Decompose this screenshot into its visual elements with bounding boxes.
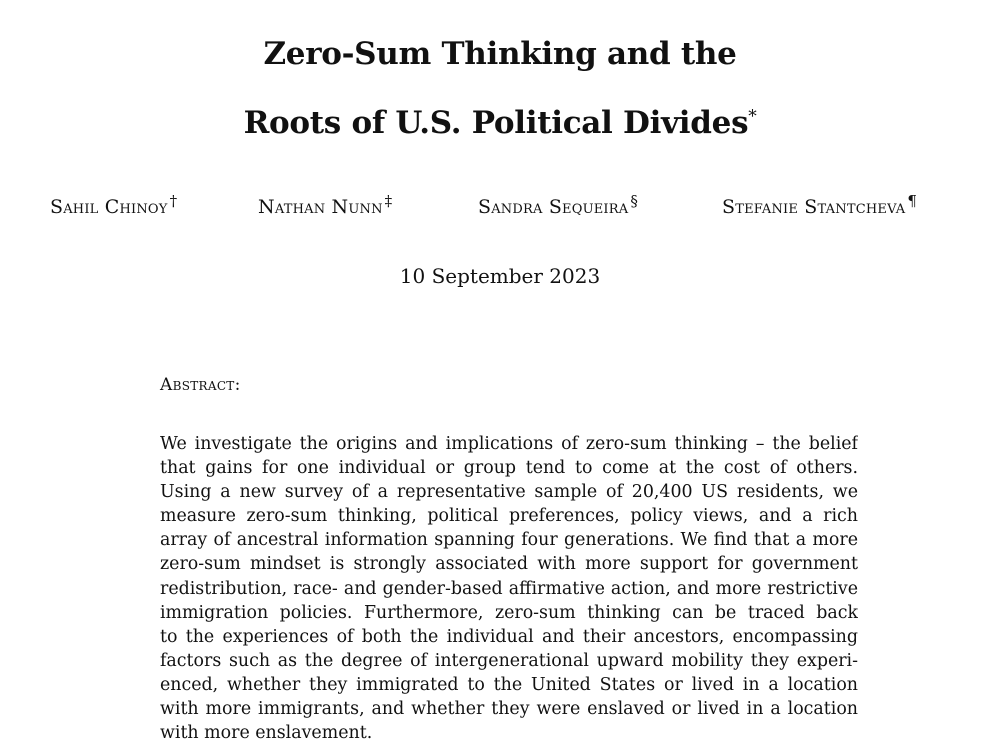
paper-date: 10 September 2023 <box>399 264 601 288</box>
author-footnote-mark: † <box>169 191 178 210</box>
author-sequeira <box>478 191 639 218</box>
abstract-line: Using a new survey of a representative sample of 20,400 US residents, we <box>160 482 858 503</box>
abstract-line: redistribution, race- and gender-based affirmative action, and more restrictive <box>160 578 858 599</box>
abstract-line: with more immigrants, and whether they were enslaved or lived in a location <box>160 699 858 720</box>
author-name: Nathan Nunn <box>258 196 383 218</box>
title-text-2: Roots of U.S. Political Divides <box>243 105 749 141</box>
author-footnote-mark: ¶ <box>907 191 918 210</box>
author-stantcheva <box>722 191 918 218</box>
author-name: Sahil Chinoy <box>50 196 168 218</box>
abstract-heading: Abstract: <box>160 375 241 395</box>
abstract-line: factors such as the degree of intergenerational upward mobility they experi- <box>160 650 858 671</box>
author-name: Stefanie Stantcheva <box>722 196 906 218</box>
title-text-1: Zero-Sum Thinking and the <box>263 36 737 72</box>
author-footnote-mark: ‡ <box>384 191 393 210</box>
abstract-line: We investigate the origins and implications of zero-sum thinking – the belief <box>160 434 858 454</box>
abstract-line: array of ancestral information spanning four generations. We find that a more <box>160 530 858 551</box>
author-footnote-mark: § <box>630 191 639 210</box>
author-chinoy <box>50 191 178 218</box>
author-name: Sandra Sequeira <box>478 196 629 218</box>
title-footnote-mark: * <box>748 106 757 127</box>
abstract-line: to the experiences of both the individual and their ancestors, encompassing <box>160 626 858 647</box>
paper-title-line-2 <box>0 105 1000 141</box>
author-nunn <box>258 191 393 218</box>
paper-title-line-1 <box>0 36 1000 72</box>
abstract-line: zero-sum mindset is strongly associated with more support for government <box>160 554 858 575</box>
abstract-body <box>160 432 858 745</box>
abstract-line: enced, whether they immigrated to the United States or lived in a location <box>160 674 858 695</box>
abstract-line: immigration policies. Furthermore, zero-sum thinking can be traced back <box>160 602 858 623</box>
abstract-line: with more enslavement. <box>160 723 373 744</box>
abstract-line: measure zero-sum thinking, political preferences, policy views, and a rich <box>160 506 858 527</box>
abstract-line: that gains for one individual or group tend to come at the cost of others. <box>160 458 858 479</box>
